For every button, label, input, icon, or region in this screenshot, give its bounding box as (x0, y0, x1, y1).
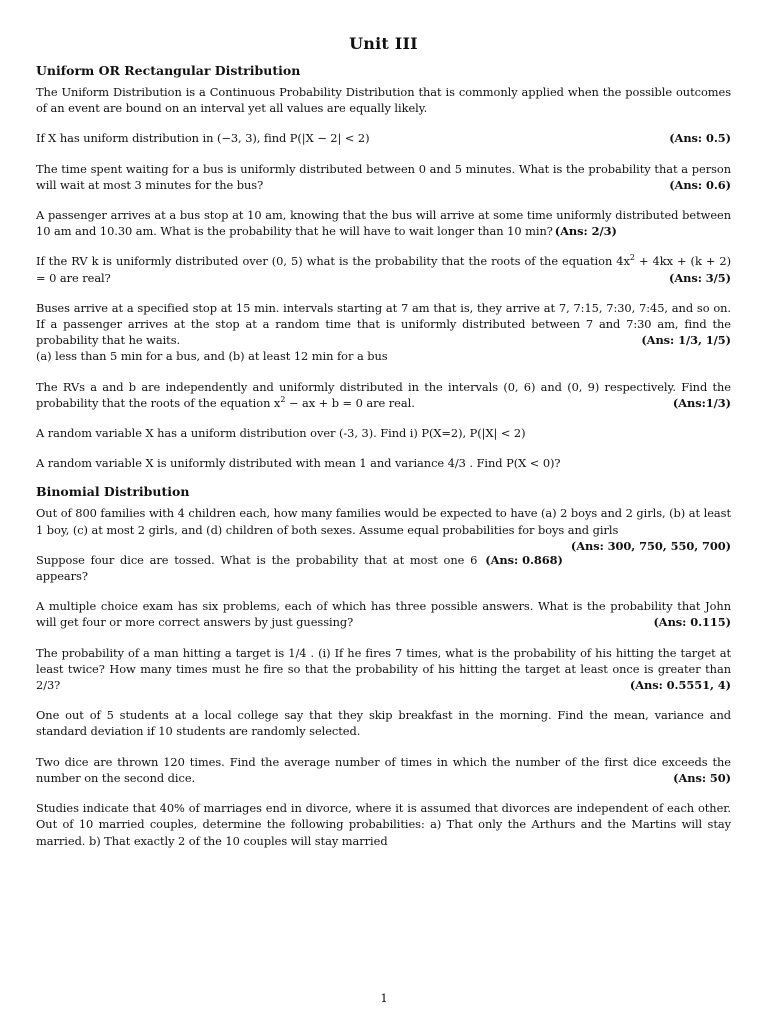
binomial-question-5: One out of 5 students at a local college say that they skip breakfast in the morning. Find the mean, variance and standard deviation if 10 students are randomly selected. (36, 708, 731, 739)
uniform-question-5 (36, 300, 731, 365)
uniform-question-7: A random variable X has a uniform distribution over (-3, 3). Find i) P(X=2), P(|X| < 2) (36, 426, 526, 441)
page-title: Unit III (349, 34, 418, 53)
answer: (Ans:1/3) (672, 395, 731, 410)
answer: (Ans: 3/5) (669, 270, 731, 285)
superscript: 2 (629, 253, 635, 263)
answer: (Ans: 300, 750, 550, 700) (570, 538, 731, 553)
question-subparts: (a) less than 5 min for a bus, and (b) at least 12 min for a bus (36, 349, 388, 364)
document-page (36, 34, 731, 849)
question-text: A multiple choice exam has six problems, each of which has three possible answers. What is the probability that John will get four or more correct answers by just guessing? (36, 599, 731, 630)
page-number: 1 (380, 991, 388, 1005)
answer: (Ans: 1/3, 1/5) (641, 333, 731, 348)
question-text: Suppose four dice are tossed. What is the probability that at most one 6 appears? (36, 552, 478, 584)
question-text: Two dice are thrown 120 times. Find the average number of times in which the number of the first dice exceeds the number on the second dice. (36, 754, 731, 785)
question-text: The time spent waiting for a bus is uniformly distributed between 0 and 5 minutes. What is the probability that a person will wait at most 3 minutes for the bus? (36, 161, 731, 192)
uniform-question-8: A random variable X is uniformly distributed with mean 1 and variance 4/3 . Find P(X < 0)? (36, 456, 561, 471)
binomial-question-7: Studies indicate that 40% of marriages end in divorce, where it is assumed that divorces are independent of each other. Out of 10 married couples, determine the following probabilities: a) That only the Arthurs and the Martins will stay married. b) That exactly 2 of the 10 couples will stay married (36, 801, 731, 848)
uniform-question-1 (36, 130, 731, 146)
binomial-question-3 (36, 598, 731, 630)
question-text: Out of 800 families with 4 children each, how many families would be expected to have (a) 2 boys and 2 girls, (b) at least 1 boy, (c) at most 2 girls, and (d) children of both sexes. Assume equal probabilities for boys and girls (36, 506, 731, 537)
question-text-b: − ax + b = 0 are real. (285, 395, 415, 410)
binomial-question-2 (36, 552, 731, 584)
uniform-question-4 (36, 253, 731, 285)
question-text-a: If the RV k is uniformly distributed over (0, 5) what is the probability that the roots of the equation 4x (36, 254, 630, 269)
question-text: If X has uniform distribution in (−3, 3), find P(|X − 2| < 2) (36, 131, 370, 146)
answer: (Ans: 0.5551, 4) (629, 678, 731, 693)
uniform-intro: The Uniform Distribution is a Continuous Probability Distribution that is commonly applied when the possible outcomes of an event are bound on an interval yet all values are equally likely. (36, 85, 731, 116)
section-heading-uniform: Uniform OR Rectangular Distribution (36, 63, 301, 78)
binomial-question-1 (36, 505, 731, 553)
answer: (Ans: 0.6) (669, 177, 731, 192)
question-text-a: The RVs a and b are independently and uniformly distributed in the intervals (0, 6) and (0, 9) respectively. Find the probability that the roots of the equation x (36, 379, 731, 410)
question-text: A passenger arrives at a bus stop at 10 am, knowing that the bus will arrive at some time uniformly distributed between 10 am and 10.30 am. What is the probability that he will have to wait longer than 10 min? (36, 208, 731, 239)
binomial-question-4 (36, 645, 731, 694)
answer: (Ans: 2/3) (554, 224, 617, 239)
uniform-question-3 (36, 207, 731, 239)
answer: (Ans: 0.115) (653, 615, 731, 630)
question-text-b: + 4kx + (k + 2) = 0 are real? (36, 254, 732, 285)
uniform-question-2 (36, 161, 731, 193)
superscript: 2 (280, 395, 286, 405)
answer: (Ans: 0.5) (669, 131, 731, 146)
answer: (Ans: 0.868) (485, 552, 563, 567)
binomial-question-6 (36, 754, 731, 786)
question-text: The probability of a man hitting a target is 1/4 . (i) If he fires 7 times, what is the probability of his hitting the target at least twice? How many times must he fire so that the probability of his hitting the target at least once is greater than 2/3? (36, 645, 731, 693)
uniform-question-6 (36, 379, 731, 411)
section-heading-binomial: Binomial Distribution (36, 484, 190, 500)
question-text: Buses arrive at a specified stop at 15 min. intervals starting at 7 am that is, they arrive at 7, 7:15, 7:30, 7:45, and so on. If a passenger arrives at the stop at a random time that is uniformly distributed between 7 and 7:30 am, find the probability that he waits. (36, 300, 731, 348)
answer: (Ans: 50) (673, 770, 731, 785)
